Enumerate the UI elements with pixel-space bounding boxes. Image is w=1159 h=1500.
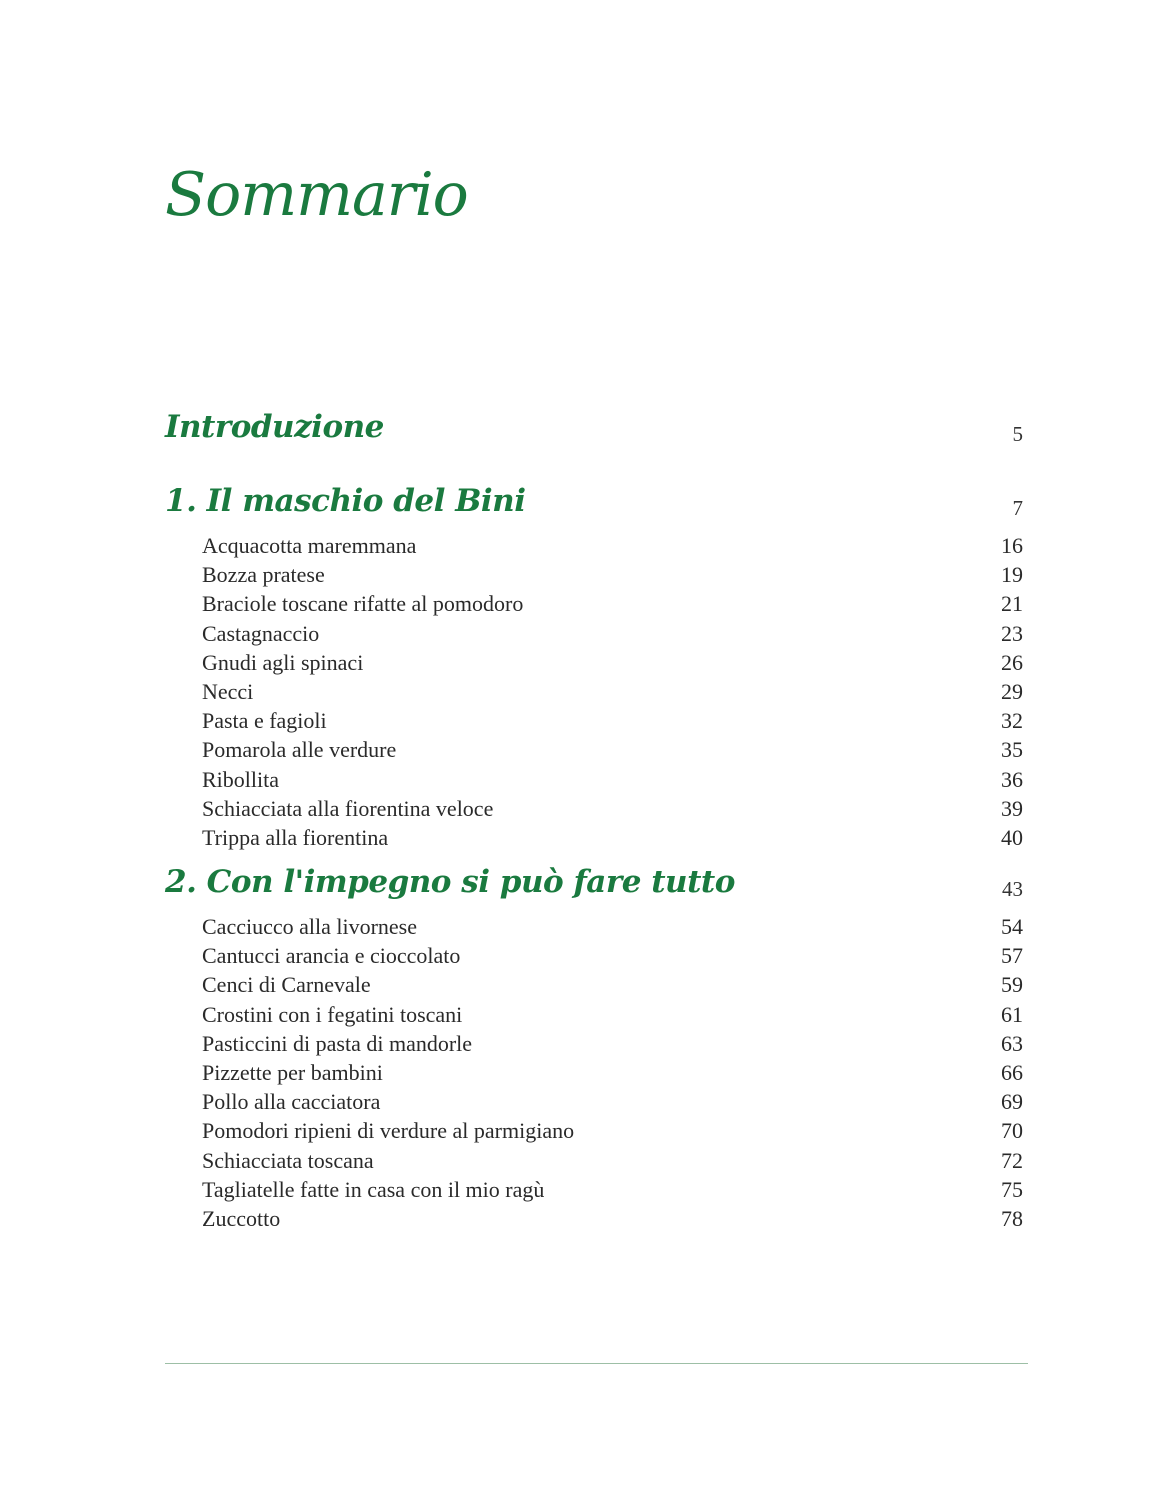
chapter-page: 7 <box>1012 496 1023 520</box>
recipe-title: Pizzette per bambini <box>202 1060 383 1085</box>
recipe-page: 72 <box>1001 1147 1023 1173</box>
recipe-page: 16 <box>1001 533 1023 558</box>
recipe-page: 21 <box>1001 591 1023 617</box>
chapter-title: Introduzione <box>165 409 384 445</box>
recipe-title: Castagnaccio <box>202 620 320 646</box>
recipe-page: 78 <box>1001 1205 1023 1231</box>
recipe-title: Cantucci arancia e cioccolato <box>202 943 461 969</box>
recipe-title: Bozza pratese <box>202 562 325 588</box>
recipe-entry[interactable] <box>165 1204 1025 1233</box>
recipe-entry[interactable] <box>165 1146 1025 1175</box>
recipe-entry[interactable] <box>165 1116 1025 1145</box>
page-title: Sommario <box>165 160 468 230</box>
recipe-title: Cacciucco alla livornese <box>202 914 418 940</box>
recipe-entry[interactable] <box>165 648 1025 677</box>
recipe-entry[interactable] <box>165 941 1025 970</box>
recipe-page: 75 <box>1001 1176 1023 1202</box>
recipe-page: 39 <box>1001 795 1023 821</box>
recipe-page: 23 <box>1001 620 1023 646</box>
recipe-entry[interactable] <box>165 589 1025 618</box>
recipe-page: 54 <box>1001 914 1023 940</box>
recipe-title: Cenci di Carnevale <box>202 972 371 998</box>
recipe-page: 69 <box>1001 1089 1023 1115</box>
recipe-entry[interactable] <box>165 1029 1025 1058</box>
recipe-title: Trippa alla fiorentina <box>202 824 389 850</box>
recipe-page: 29 <box>1001 678 1023 704</box>
chapter-page: 43 <box>1002 877 1023 902</box>
recipe-title: Ribollita <box>202 766 279 792</box>
recipe-title: Tagliatelle fatte in casa con il mio ragù <box>202 1176 545 1202</box>
recipe-entry[interactable] <box>165 970 1025 999</box>
recipe-entry[interactable] <box>165 531 1025 560</box>
recipe-page: 26 <box>1001 649 1023 675</box>
recipe-entry[interactable] <box>165 912 1025 941</box>
recipe-page: 61 <box>1001 1001 1023 1027</box>
table-of-contents <box>165 395 1025 1233</box>
recipe-title: Crostini con i fegatini toscani <box>202 1001 463 1027</box>
recipe-page: 66 <box>1001 1060 1023 1085</box>
recipe-title: Schiacciata alla fiorentina veloce <box>202 795 494 821</box>
footer-rule <box>165 1363 1028 1364</box>
recipe-entry[interactable] <box>165 619 1025 648</box>
chapter-page: 5 <box>1012 422 1023 446</box>
recipe-title: Schiacciata toscana <box>202 1147 374 1173</box>
recipe-entry[interactable] <box>165 1087 1025 1116</box>
recipe-page: 59 <box>1001 972 1023 998</box>
recipe-page: 63 <box>1001 1030 1023 1056</box>
recipe-page: 35 <box>1001 737 1023 763</box>
recipe-title: Gnudi agli spinaci <box>202 649 364 675</box>
recipe-entry[interactable] <box>165 706 1025 735</box>
recipe-entry[interactable] <box>165 560 1025 589</box>
recipe-entry[interactable] <box>165 677 1025 706</box>
recipe-entry[interactable] <box>165 765 1025 794</box>
recipe-entry[interactable] <box>165 1000 1025 1029</box>
recipe-entry[interactable] <box>165 794 1025 823</box>
chapter-entry-introduzione[interactable] <box>165 395 1025 457</box>
recipe-page: 70 <box>1001 1118 1023 1144</box>
recipe-page: 32 <box>1001 708 1023 734</box>
chapter-title: 1. Il maschio del Bini <box>165 483 526 519</box>
chapter-entry-1[interactable] <box>165 471 1025 531</box>
recipe-page: 57 <box>1001 943 1023 969</box>
recipe-entry[interactable] <box>165 1175 1025 1204</box>
recipe-entry[interactable] <box>165 1058 1025 1087</box>
recipe-title: Pasticcini di pasta di mandorle <box>202 1030 473 1056</box>
recipe-title: Pasta e fagioli <box>202 708 327 734</box>
recipe-title: Necci <box>202 678 254 704</box>
recipe-entry[interactable] <box>165 735 1025 764</box>
recipe-entry[interactable] <box>165 823 1025 852</box>
recipe-title: Acquacotta maremmana <box>202 533 417 558</box>
recipe-page: 19 <box>1001 562 1023 588</box>
recipe-title: Zuccotto <box>202 1205 281 1231</box>
recipe-page: 40 <box>1001 824 1023 850</box>
recipe-page: 36 <box>1001 766 1023 792</box>
recipe-title: Braciole toscane rifatte al pomodoro <box>202 591 524 617</box>
recipe-title: Pomodori ripieni di verdure al parmigiano <box>202 1118 575 1144</box>
chapter-title: 2. Con l'impegno si può fare tutto <box>165 864 735 901</box>
chapter-entry-2[interactable] <box>165 852 1025 912</box>
recipe-title: Pollo alla cacciatora <box>202 1089 381 1115</box>
recipe-title: Pomarola alle verdure <box>202 737 397 763</box>
